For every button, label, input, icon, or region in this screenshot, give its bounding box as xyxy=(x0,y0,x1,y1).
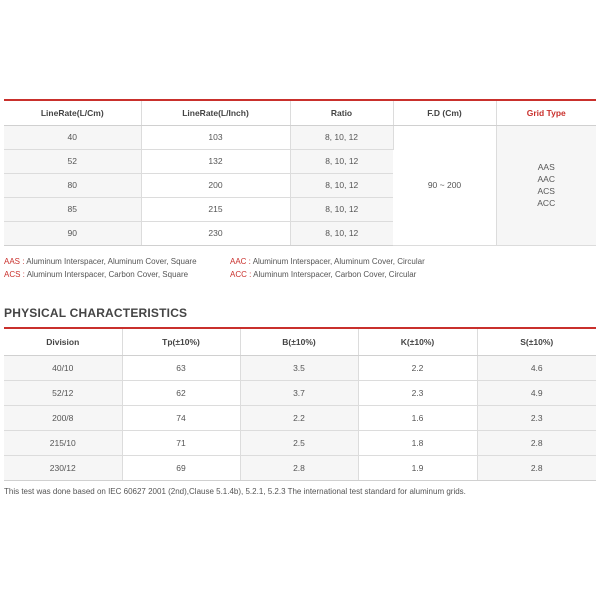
cell-s: 4.9 xyxy=(477,380,596,405)
legend-text: Aluminum Interspacer, Carbon Cover, Square xyxy=(24,270,189,279)
table-row xyxy=(4,430,596,455)
cell-division: 230/12 xyxy=(4,455,122,480)
test-standard-footnote: This test was done based on IEC 60627 2001 (2nd),Clause 5.1.4b), 5.2.1, 5.2.3 The international test standard for aluminum grids. xyxy=(4,487,466,496)
legend-item-aac xyxy=(230,257,425,266)
col-header-s: S(±10%) xyxy=(477,328,596,355)
grid-type-aas: AAS xyxy=(537,162,555,172)
col-header-tp: Tp(±10%) xyxy=(122,328,240,355)
table-header-row xyxy=(4,328,596,355)
cell-tp: 71 xyxy=(122,430,240,455)
table-header-row xyxy=(4,100,596,125)
legend-item-aas xyxy=(4,257,197,266)
table-row xyxy=(4,380,596,405)
cell-s: 4.6 xyxy=(477,355,596,380)
legend-code: ACS : xyxy=(4,270,25,279)
grid-type-acs: ACS xyxy=(537,186,555,196)
grid-type-aac: AAC xyxy=(537,174,555,184)
cell-b: 3.5 xyxy=(240,355,358,380)
legend-code: AAS : xyxy=(4,257,25,266)
legend-code: ACC : xyxy=(230,270,252,279)
col-header-b: B(±10%) xyxy=(240,328,358,355)
col-header-line-rate-inch: LineRate(L/Inch) xyxy=(141,100,290,125)
cell-k: 1.8 xyxy=(358,430,477,455)
grid-type-acc: ACC xyxy=(537,198,556,208)
cell-line-rate-cm: 90 xyxy=(4,221,141,245)
cell-division: 215/10 xyxy=(4,430,122,455)
cell-s: 2.3 xyxy=(477,405,596,430)
col-header-division: Division xyxy=(4,328,122,355)
cell-s: 2.8 xyxy=(477,430,596,455)
section-title: PHYSICAL CHARACTERISTICS xyxy=(4,306,188,320)
col-header-focal-distance: F.D (Cm) xyxy=(393,100,496,125)
col-header-grid-type: Grid Type xyxy=(496,100,596,125)
table-row xyxy=(4,355,596,380)
cell-k: 1.6 xyxy=(358,405,477,430)
legend-text: Aluminum Interspacer, Carbon Cover, Circular xyxy=(251,270,417,279)
cell-division: 200/8 xyxy=(4,405,122,430)
cell-tp: 74 xyxy=(122,405,240,430)
col-header-ratio: Ratio xyxy=(290,100,393,125)
col-header-line-rate-cm: LineRate(L/Cm) xyxy=(4,100,141,125)
cell-ratio: 8, 10, 12 xyxy=(290,197,393,221)
cell-line-rate-inch: 103 xyxy=(141,125,290,149)
legend-code: AAC : xyxy=(230,257,251,266)
cell-b: 2.8 xyxy=(240,455,358,480)
cell-line-rate-cm: 80 xyxy=(4,173,141,197)
cell-line-rate-cm: 85 xyxy=(4,197,141,221)
cell-tp: 69 xyxy=(122,455,240,480)
cell-k: 1.9 xyxy=(358,455,477,480)
table-row xyxy=(4,405,596,430)
legend-item-acs xyxy=(4,270,188,279)
legend-item-acc xyxy=(230,270,416,279)
cell-s: 2.8 xyxy=(477,455,596,480)
cell-ratio: 8, 10, 12 xyxy=(290,173,393,197)
cell-line-rate-inch: 230 xyxy=(141,221,290,245)
cell-k: 2.3 xyxy=(358,380,477,405)
cell-b: 3.7 xyxy=(240,380,358,405)
cell-line-rate-inch: 215 xyxy=(141,197,290,221)
physical-characteristics-table xyxy=(4,327,596,481)
cell-b: 2.2 xyxy=(240,405,358,430)
legend-text: Aluminum Interspacer, Aluminum Cover, Circular xyxy=(250,257,425,266)
col-header-k: K(±10%) xyxy=(358,328,477,355)
cell-division: 40/10 xyxy=(4,355,122,380)
line-rate-table xyxy=(4,99,596,246)
cell-line-rate-cm: 40 xyxy=(4,125,141,149)
legend-text: Aluminum Interspacer, Aluminum Cover, Square xyxy=(24,257,197,266)
cell-division: 52/12 xyxy=(4,380,122,405)
table-row xyxy=(4,125,596,149)
cell-line-rate-cm: 52 xyxy=(4,149,141,173)
cell-ratio: 8, 10, 12 xyxy=(290,149,393,173)
cell-tp: 63 xyxy=(122,355,240,380)
cell-b: 2.5 xyxy=(240,430,358,455)
cell-focal-distance: 90 ~ 200 xyxy=(393,125,496,245)
cell-tp: 62 xyxy=(122,380,240,405)
cell-k: 2.2 xyxy=(358,355,477,380)
cell-grid-types xyxy=(496,125,596,245)
cell-ratio: 8, 10, 12 xyxy=(290,221,393,245)
cell-line-rate-inch: 132 xyxy=(141,149,290,173)
table-row xyxy=(4,455,596,480)
cell-ratio: 8, 10, 12 xyxy=(290,125,393,149)
cell-line-rate-inch: 200 xyxy=(141,173,290,197)
